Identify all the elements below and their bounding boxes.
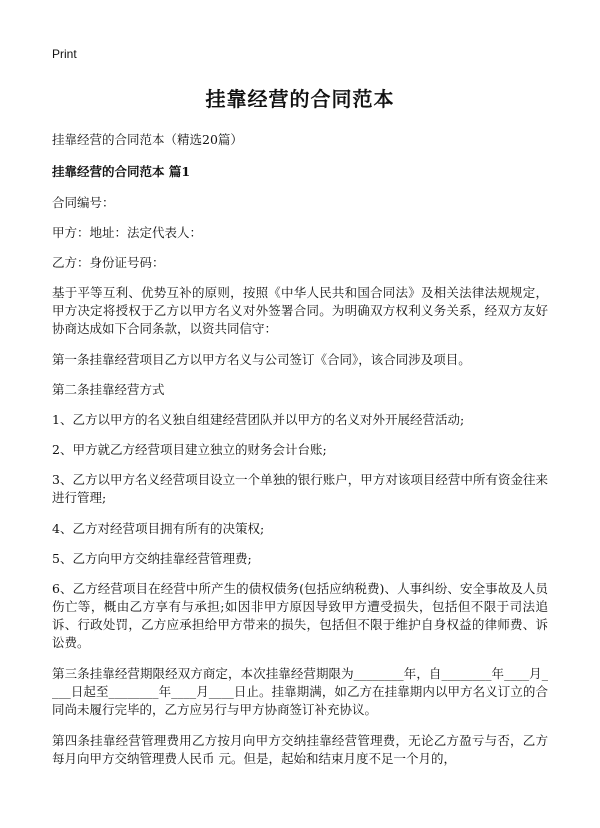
article-2-item-3: 3、乙方以甲方名义经营项目设立一个单独的银行账户，甲方对该项目经营中所有资金往来进行管理; (52, 472, 548, 505)
print-label: Print (52, 47, 77, 61)
article-2-item-1: 1、乙方以甲方的名义独自组建经营团队并以甲方的名义对外开展经营活动; (52, 412, 465, 427)
article-3-paragraph: 第三条挂靠经营期限经双方商定，本次挂靠经营期限为________年，自________年____月____日起至________年____月____日止。挂靠期满，如乙方在挂靠期内以甲方名义订立的合同尚未履行完毕的，乙方应另行与甲方协商签订补充协议。 (52, 666, 548, 717)
article-2-item-4: 4、乙方对经营项目拥有所有的决策权; (52, 521, 265, 536)
document-title: 挂靠经营的合同范本 (205, 87, 395, 111)
article-2-heading: 第二条挂靠经营方式 (52, 382, 165, 397)
article-4-paragraph: 第四条挂靠经营管理费用乙方按月向甲方交纳挂靠经营管理费，无论乙方盈亏与否，乙方每月向甲方交纳管理费人民币 元。但是，起始和结束月度不足一个月的， (52, 733, 548, 766)
party-a-line: 甲方：地址：法定代表人： (52, 225, 203, 240)
party-b-line: 乙方：身份证号码： (52, 255, 165, 270)
document-subtitle: 挂靠经营的合同范本（精选20篇） (52, 132, 243, 147)
article-2-item-2: 2、甲方就乙方经营项目建立独立的财务会计台账; (52, 442, 327, 457)
contract-number-line: 合同编号： (52, 195, 115, 210)
preamble-paragraph: 基于平等互利、优势互补的原则，按照《中华人民共和国合同法》及相关法律法规规定，甲方决定将授权于乙方以甲方名义对外签署合同。为明确双方权利义务关系，经双方友好协商达成如下合同条款，以资共同信守： (52, 285, 548, 336)
section-heading: 挂靠经营的合同范本 篇1 (52, 164, 191, 179)
article-1-paragraph: 第一条挂靠经营项目乙方以甲方名义与公司签订《合同》，该合同涉及项目。 (52, 352, 471, 367)
article-2-item-5: 5、乙方向甲方交纳挂靠经营管理费; (52, 551, 252, 566)
article-2-item-6: 6、乙方经营项目在经营中所产生的债权债务(包括应纳税费)、人事纠纷、安全事故及人员伤亡等，概由乙方享有与承担;如因非甲方原因导致甲方遭受损失，包括但不限于司法追诉、行政处罚，乙方应承担给甲方带来的损失，包括但不限于维护自身权益的律师费、诉讼费。 (52, 581, 548, 650)
